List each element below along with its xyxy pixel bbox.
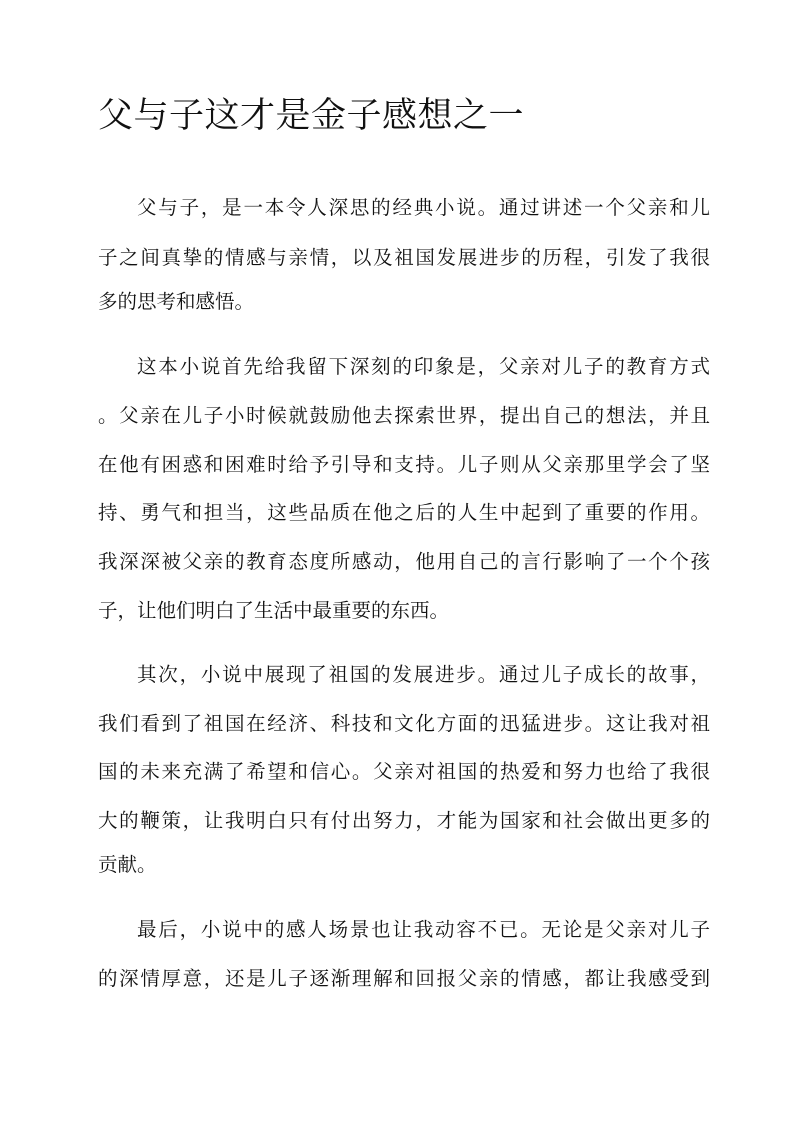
text-line: 子，让他们明白了生活中最重要的东西。	[98, 599, 450, 622]
text-line: 在他有困惑和困难时给予引导和支持。儿子则从父亲那里学会了坚	[98, 453, 710, 476]
text-line: 多的思考和感悟。	[98, 290, 255, 313]
text-line: 我深深被父亲的教育态度所感动，他用自己的言行影响了一个个孩	[98, 550, 710, 573]
page-title: 父与子这才是金子感想之一	[98, 96, 525, 136]
text-line: 持、勇气和担当，这些品质在他之后的人生中起到了重要的作用。	[98, 501, 710, 524]
text-line: 最后，小说中的感人场景也让我动容不已。无论是父亲对儿子	[137, 918, 710, 941]
text-line: 的深情厚意，还是儿子逐渐理解和回报父亲的情感，都让我感受到	[98, 967, 710, 990]
text-line: 子之间真挚的情感与亲情，以及祖国发展进步的历程，引发了我很	[98, 246, 710, 269]
text-line: 大的鞭策，让我明白只有付出努力，才能为国家和社会做出更多的	[98, 809, 710, 832]
text-line: 其次，小说中展现了祖国的发展进步。通过儿子成长的故事，	[137, 663, 710, 686]
text-line: 我们看到了祖国在经济、科技和文化方面的迅猛进步。这让我对祖	[98, 712, 710, 735]
text-line: 国的未来充满了希望和信心。父亲对祖国的热爱和努力也给了我很	[98, 760, 710, 783]
text-line: 贡献。	[98, 853, 157, 876]
text-line: 。父亲在儿子小时候就鼓励他去探索世界，提出自己的想法，并且	[98, 404, 710, 427]
text-line: 父与子，是一本令人深思的经典小说。通过讲述一个父亲和儿	[137, 196, 710, 219]
text-line: 这本小说首先给我留下深刻的印象是，父亲对儿子的教育方式	[137, 355, 710, 378]
